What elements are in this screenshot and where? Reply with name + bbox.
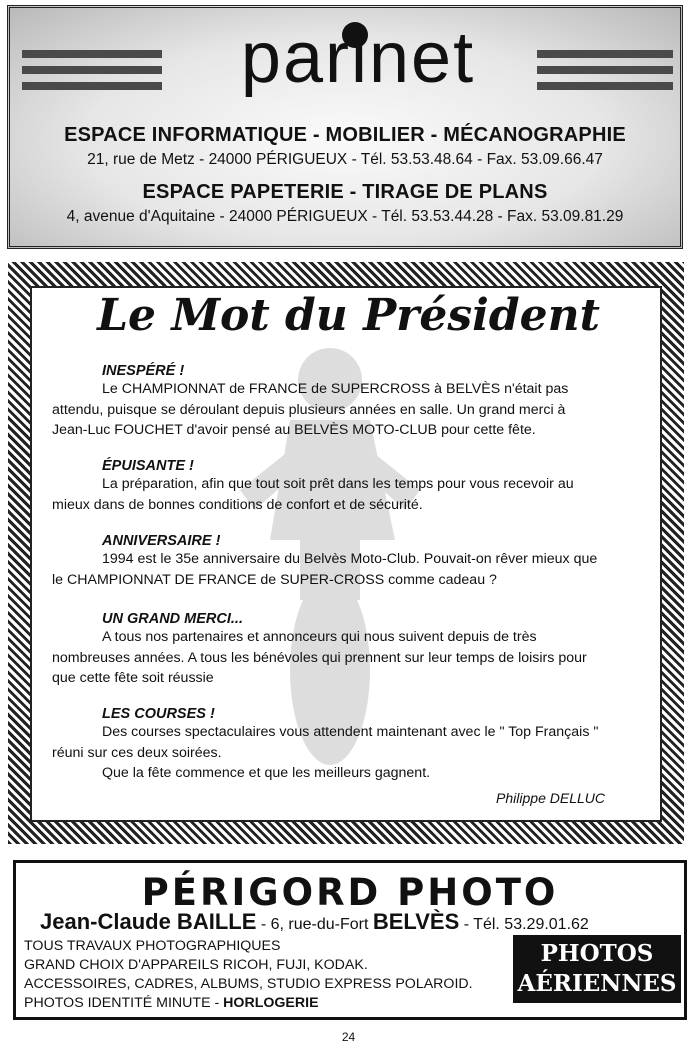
owner-name: Jean-Claude BAILLE <box>40 909 257 934</box>
aerial-photos-badge <box>513 935 681 1003</box>
parinet-ad <box>7 5 683 249</box>
section-body <box>52 627 652 689</box>
body-line: La préparation, afin que tout soit prêt dans les temps pour vous recevoir au <box>102 476 574 492</box>
line1-title: ESPACE INFORMATIQUE - MOBILIER - MÉCANOGRAPHIE <box>64 124 626 146</box>
list-item <box>24 994 473 1013</box>
ad-title: PÉRIGORD PHOTO <box>141 871 559 914</box>
list-item: ACCESSOIRES, CADRES, ALBUMS, STUDIO EXPRESS POLAROID. <box>24 976 473 992</box>
section-title: ÉPUISANTE ! <box>102 458 194 474</box>
line2-title: ESPACE PAPETERIE - TIRAGE DE PLANS <box>142 181 548 203</box>
parinet-logo: parinet <box>240 18 476 98</box>
address: - 6, rue-du-Fort <box>256 916 373 933</box>
section-title: INESPÉRÉ ! <box>102 363 185 379</box>
body-line: mieux dans de bonnes conditions de confort et de sécurité. <box>52 496 423 513</box>
phone: - Tél. 53.29.01.62 <box>459 916 589 933</box>
body-line: attendu, puisque se déroulant depuis plusieurs années en salle. Un grand merci à <box>52 401 566 418</box>
line1-address: 21, rue de Metz - 24000 PÉRIGUEUX - Tél. 53.53.48.64 - Fax. 53.09.66.47 <box>87 151 603 168</box>
perigord-photo-ad <box>13 860 687 1020</box>
list-item-bold: HORLOGERIE <box>223 995 319 1011</box>
list-item-text: PHOTOS IDENTITÉ MINUTE - <box>24 995 224 1011</box>
stripe-decoration <box>537 50 673 58</box>
stripe-decoration <box>537 82 673 90</box>
article-headline: Le Mot du Président <box>97 290 600 341</box>
body-line: nombreuses années. A tous les bénévoles qui prennent sur leur temps de loisirs pour <box>52 649 587 666</box>
stripe-decoration <box>22 66 162 74</box>
body-line: que cette fête soit réussie <box>52 670 214 686</box>
list-item: TOUS TRAVAUX PHOTOGRAPHIQUES <box>24 938 281 954</box>
section-body <box>52 549 652 590</box>
section-title: UN GRAND MERCI... <box>102 611 243 627</box>
page-number: 24 <box>341 1030 356 1044</box>
services-list <box>24 937 473 1013</box>
badge-line: PHOTOS <box>540 940 654 967</box>
badge-line: AÉRIENNES <box>517 970 677 997</box>
town: BELVÈS <box>372 909 460 934</box>
section-body <box>52 722 652 784</box>
body-line: Le CHAMPIONNAT de FRANCE de SUPERCROSS à BELVÈS n'était pas <box>102 381 569 397</box>
section-body <box>52 474 652 515</box>
stripe-decoration <box>22 50 162 58</box>
stripe-decoration <box>537 66 673 74</box>
body-line: le CHAMPIONNAT DE FRANCE de SUPER-CROSS comme cadeau ? <box>52 571 497 588</box>
ad-contact-line <box>40 909 589 935</box>
body-line: Des courses spectaculaires vous attendent maintenant avec le " Top Français " <box>102 724 599 740</box>
section-title: LES COURSES ! <box>102 706 215 722</box>
body-line: 1994 est le 35e anniversaire du Belvès Moto-Club. Pouvait-on rêver mieux que <box>102 551 598 567</box>
body-line: Que la fête commence et que les meilleurs gagnent. <box>102 765 431 781</box>
body-line: A tous nos partenaires et annonceurs qui nous suivent depuis de très <box>102 629 537 645</box>
list-item: GRAND CHOIX D'APPAREILS RICOH, FUJI, KODAK. <box>24 957 368 973</box>
section-body <box>52 379 652 441</box>
line2-address: 4, avenue d'Aquitaine - 24000 PÉRIGUEUX - Tél. 53.53.44.28 - Fax. 53.09.81.29 <box>66 208 624 225</box>
signature: Philippe DELLUC <box>496 790 605 806</box>
body-line: réuni sur ces deux soirées. <box>52 744 222 761</box>
body-line: Jean-Luc FOUCHET d'avoir pensé au BELVÈS MOTO-CLUB pour cette fête. <box>52 422 536 438</box>
stripe-decoration <box>22 82 162 90</box>
section-title: ANNIVERSAIRE ! <box>102 533 221 549</box>
